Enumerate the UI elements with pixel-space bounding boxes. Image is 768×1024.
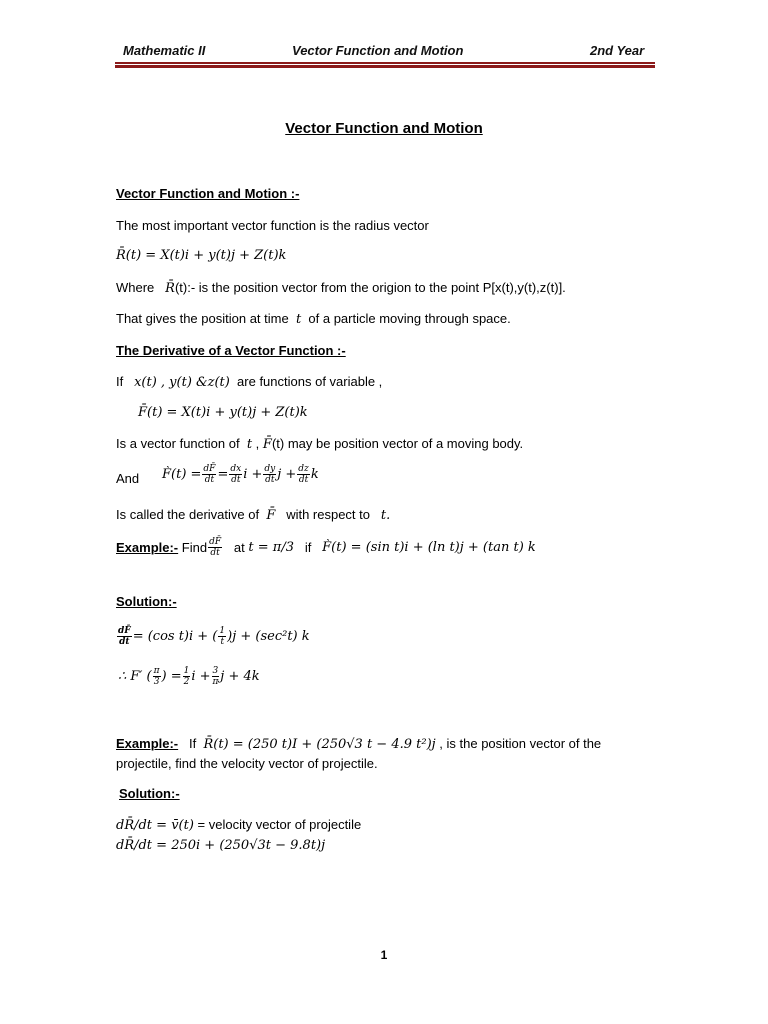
isvec-text-b: (t) may be position vector of a moving body.	[271, 436, 524, 451]
solution2-label: Solution:-	[119, 786, 180, 801]
frac-3-pi: $\frac{3}{\pi}$	[212, 666, 219, 687]
frac-dx-dt: $\frac{dx}{dt}$	[230, 464, 242, 485]
page-number: 1	[380, 948, 388, 962]
header-left: Mathematic II	[123, 43, 206, 58]
solution1-eq1-a: = (cos t)i + (	[132, 629, 218, 644]
isvec-t: t	[246, 437, 253, 452]
header-rule	[115, 62, 655, 64]
header-center: Vector Function and Motion	[292, 43, 464, 58]
solution1-eq1-b: )j + (sec²t) k	[227, 629, 310, 644]
deriv-eq-sign: =	[217, 467, 229, 482]
header-right: 2nd Year	[590, 43, 645, 58]
gives-text-a: That gives the position at time	[116, 311, 289, 326]
solution1-eq2-end: j + 4k	[220, 669, 260, 684]
isvec-text-a: Is a vector function of	[116, 436, 240, 451]
example2-equation: R̄(t) = (250 t)I + (250√3 t − 4.9 t²)j	[203, 737, 436, 752]
gives-line	[116, 311, 511, 327]
frac-pi-3: $\frac{\pi}{3}$	[153, 666, 160, 687]
frac-dF-dt-solution: $\frac{dF̄}{dt}$	[118, 626, 131, 647]
example1-function: F̀(t) = (sin t)i + (ln t)j + (tan t) k	[322, 540, 536, 555]
solution1-eq2	[118, 666, 260, 687]
example1-if: if	[304, 540, 312, 555]
frac-1-t: $\frac{1}{t}$	[219, 626, 226, 647]
example1-label: Example:-	[116, 540, 179, 555]
where-symbol: R̄	[165, 281, 175, 296]
example2-line1	[116, 736, 601, 752]
gives-t: t	[295, 312, 302, 327]
solution2-line1	[116, 817, 361, 833]
frac-dz-dt: $\frac{dz}{dt}$	[298, 464, 309, 485]
solution2-eq1: dR̄/dt = v̄(t)	[116, 818, 194, 833]
solution1-eq2-a: ∴ F′ (	[118, 669, 152, 684]
if-line	[116, 374, 382, 390]
gives-text-b: of a particle moving through space.	[308, 311, 511, 326]
frac-1-2: $\frac{1}{2}$	[183, 666, 190, 687]
and-label: And	[116, 471, 140, 486]
if-label: If	[116, 374, 124, 389]
equation-F: F̄(t) = X(t)i + y(t)j + Z(t)k	[138, 405, 308, 420]
term-j: j +	[277, 467, 297, 482]
section-heading-derivative: The Derivative of a Vector Function :-	[116, 343, 346, 358]
page-title: Vector Function and Motion	[285, 120, 483, 137]
frac-dy-dt: $\frac{dy}{dt}$	[264, 464, 276, 485]
header-rule-thick	[115, 65, 655, 68]
solution1-eq2-mid: ) =	[161, 669, 182, 684]
where-label: Where	[116, 280, 155, 295]
derivative-equation	[162, 464, 319, 485]
called-text-a: Is called the derivative of	[116, 507, 260, 522]
example1-line	[116, 537, 536, 558]
solution1-eq2-i: i +	[191, 669, 211, 684]
where-line	[116, 280, 566, 296]
example2-if: If	[188, 736, 197, 751]
deriv-lhs: F̀(t) =	[162, 467, 202, 482]
where-text: (t):- is the position vector from the origion to the point P[x(t),y(t),z(t)].	[174, 280, 566, 295]
if-funcs: x(t) , y(t) &z(t)	[134, 375, 230, 390]
is-vector-line	[116, 436, 523, 452]
solution1-eq1	[116, 626, 310, 647]
solution2-eq2: dR̄/dt = 250i + (250√3t − 9.8t)j	[116, 838, 326, 853]
section-heading-vector-function: Vector Function and Motion :-	[116, 186, 300, 201]
intro-text: The most important vector function is the radius vector	[116, 218, 429, 233]
example1-find: Find	[181, 540, 208, 555]
called-t: t.	[380, 508, 391, 523]
isvec-sep: ,	[255, 436, 260, 451]
called-line	[116, 507, 390, 523]
solution1-label: Solution:-	[116, 594, 177, 609]
example1-at: at	[233, 540, 245, 555]
solution2-eq1-text: = velocity vector of projectile	[197, 817, 362, 832]
example1-t-value: t = π/3	[248, 540, 294, 555]
term-i: i +	[243, 467, 263, 482]
isvec-F: F̄	[262, 437, 272, 452]
frac-dF-dt: $\frac{dF̄}{dt}$	[203, 464, 216, 485]
if-text: are functions of variable ,	[237, 374, 383, 389]
frac-dF-dt-example: $\frac{dF̄}{dt}$	[209, 537, 222, 558]
example2-text1: , is the position vector of the	[439, 736, 602, 751]
term-k: k	[310, 467, 319, 482]
called-F: F̄	[266, 508, 276, 523]
equation-radius-vector: R̄(t) = X(t)i + y(t)j + Z(t)k	[116, 248, 287, 263]
example2-label: Example:-	[116, 736, 179, 751]
example2-text2: projectile, find the velocity vector of projectile.	[116, 756, 378, 771]
called-text-b: with respect to	[286, 507, 371, 522]
